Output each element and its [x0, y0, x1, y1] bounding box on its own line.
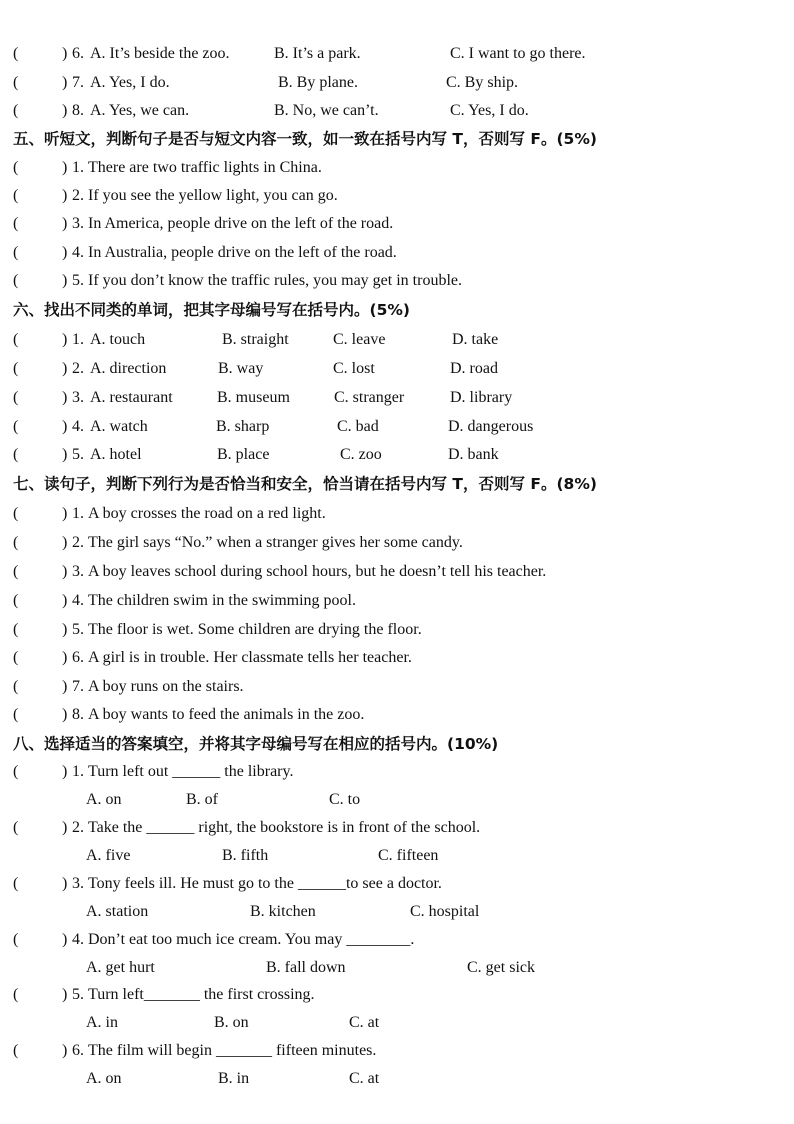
option-a: A. Yes, I do.	[90, 74, 170, 91]
option-b: B. No, we can’t.	[274, 102, 379, 119]
answer-paren-open[interactable]: (	[13, 74, 19, 91]
option-c: C. By ship.	[446, 74, 519, 91]
answer-paren-open[interactable]: (	[13, 45, 19, 62]
option-c: C. Yes, I do.	[450, 102, 529, 119]
option-c: C. I want to go there.	[450, 45, 586, 62]
option-a: A. Yes, we can.	[90, 102, 190, 119]
option-b: B. By plane.	[278, 74, 358, 91]
option-a: A. It’s beside the zoo.	[90, 45, 230, 62]
option-b: B. It’s a park.	[274, 45, 361, 62]
answer-paren-open[interactable]: (	[13, 102, 19, 119]
